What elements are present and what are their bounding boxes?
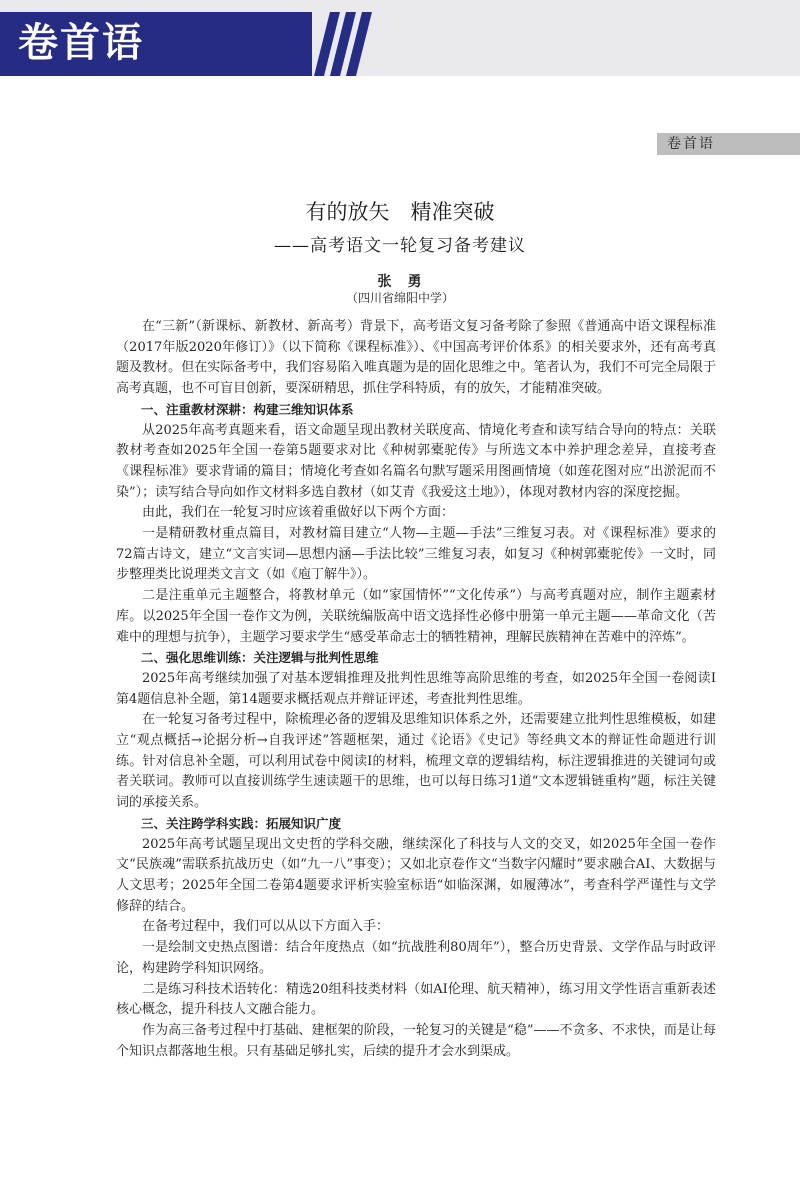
author-affiliation: （四川省绵阳中学）	[345, 291, 454, 305]
body-paragraph: 二是注重单元主题整合，将教材单元（如“家国情怀”“文化传承”）与高考真题对应，制作主题素材库。以2025年全国一卷作文为例，关联统编版高中语文选择性必修中册第一单元主题——革命文化（苦难中的理想与抗争），主题学习要求学生“感受革命志士的牺牲精神，理解民族精神在苦难中的淬炼”。	[116, 588, 716, 645]
body-paragraph: 2025年高考继续加强了对基本逻辑推理及批判性思维等高阶思维的考查，如2025年全国一卷阅读Ⅰ第4题信息补全题，第14题要求概括观点并辩证评述，考查批判性思维。	[116, 670, 716, 707]
article-title: 有的放矢 精准突破	[305, 200, 495, 224]
body-paragraph: 2025年高考试题呈现出文史哲的学科交融，继续深化了科技与人文的交叉，如2025年全国一卷作文“民族魂”需联系抗战历史（如“九一八”事变）；又如北京卷作文“当数字闪耀时”要求融合AI、大数据与人文思考；2025年全国二卷第4题要求评析实验室标语“如临深渊，如履薄冰”，考查科学严谨性与文学修辞的结合。	[116, 836, 716, 914]
body-paragraph: 在一轮复习备考过程中，除梳理必备的逻辑及思维知识体系之外，还需要建立批判性思维模板，如建立“观点概括→论据分析→自我评述”答题框架，通过《论语》《史记》等经典文本的辩证性命题进行训练。针对信息补全题，可以利用试卷中阅读Ⅰ的材料，梳理文章的逻辑结构，标注逻辑推进的关键词句或者关联词。教师可以直接训练学生速读题干的思维，也可以每日练习1道“文本逻辑链重构”题，标注关键词的承接关系。	[116, 712, 716, 811]
body-paragraph: 由此，我们在一轮复习时应该着重做好以下两个方面：	[142, 505, 455, 521]
header-banner	[0, 0, 800, 76]
section-heading: 三、关注跨学科实践：拓展知识广度	[141, 815, 342, 831]
body-paragraph: 作为高三备考过程中打基础、建框架的阶段，一轮复习的关键是“稳”——不贪多、不求快，而是让每个知识点都落地生根。只有基础足够扎实，后续的提升才会水到渠成。	[116, 1022, 716, 1059]
body-paragraph: 一是精研教材重点篇目，对教材篇目建立“人物—主题—手法”三维复习表。对《课程标准》要求的72篇古诗文，建立“文言实词—思想内涵—手法比较”三维复习表，如复习《种树郭橐驼传》一文时，同步整理类比说理类文言文（如《庖丁解牛》）。	[116, 526, 716, 583]
author-name: 张 勇	[377, 274, 423, 290]
body-paragraph: 从2025年高考真题来看，语文命题呈现出教材关联度高、情境化考查和读写结合导向的特点：关联教材考查如2025年全国一卷第5题要求对比《种树郭橐驼传》与所选文本中养护理念差异，直接考查《课程标准》要求背诵的篇目；情境化考查如名篇名句默写题采用图画情境（如莲花图对应“出淤泥而不染”）；读写结合导向如作文材料多选自教材（如艾青《我爱这土地》），体现对教材内容的深度挖掘。	[116, 422, 716, 500]
section-tag: 卷首语	[657, 133, 800, 155]
article-body	[116, 317, 716, 1062]
body-paragraph: 二是练习科技术语转化：精选20组科技类材料（如AI伦理、航天精神），练习用文学性语言重新表述核心概念，提升科技人文融合能力。	[116, 981, 716, 1018]
body-paragraph: 在“三新”（新课标、新教材、新高考）背景下，高考语文复习备考除了参照《普通高中语文课程标准（2017年版2020年修订）》（以下简称《课程标准》）、《中国高考评价体系》的相关要求外，还有高考真题及教材。但在实际备考中，我们容易陷入唯真题为是的固化思维之中。笔者认为，我们不可完全局限于高考真题，也不可盲目创新，要深研精思，抓住学科特质，有的放矢，才能精准突破。	[116, 319, 716, 397]
section-heading: 一、注重教材深耕：构建三维知识体系	[141, 401, 354, 417]
article-subtitle: ——高考语文一轮复习备考建议	[274, 236, 526, 256]
body-paragraph: 在备考过程中，我们可以从以下方面入手：	[142, 919, 390, 935]
body-paragraph: 一是绘制文史热点图谱：结合年度热点（如“抗战胜利80周年”），整合历史背景、文学作品与时政评论，构建跨学科知识网络。	[116, 940, 716, 976]
section-label: 卷首语	[18, 20, 144, 66]
section-heading: 二、强化思维训练：关注逻辑与批判性思维	[141, 650, 379, 666]
